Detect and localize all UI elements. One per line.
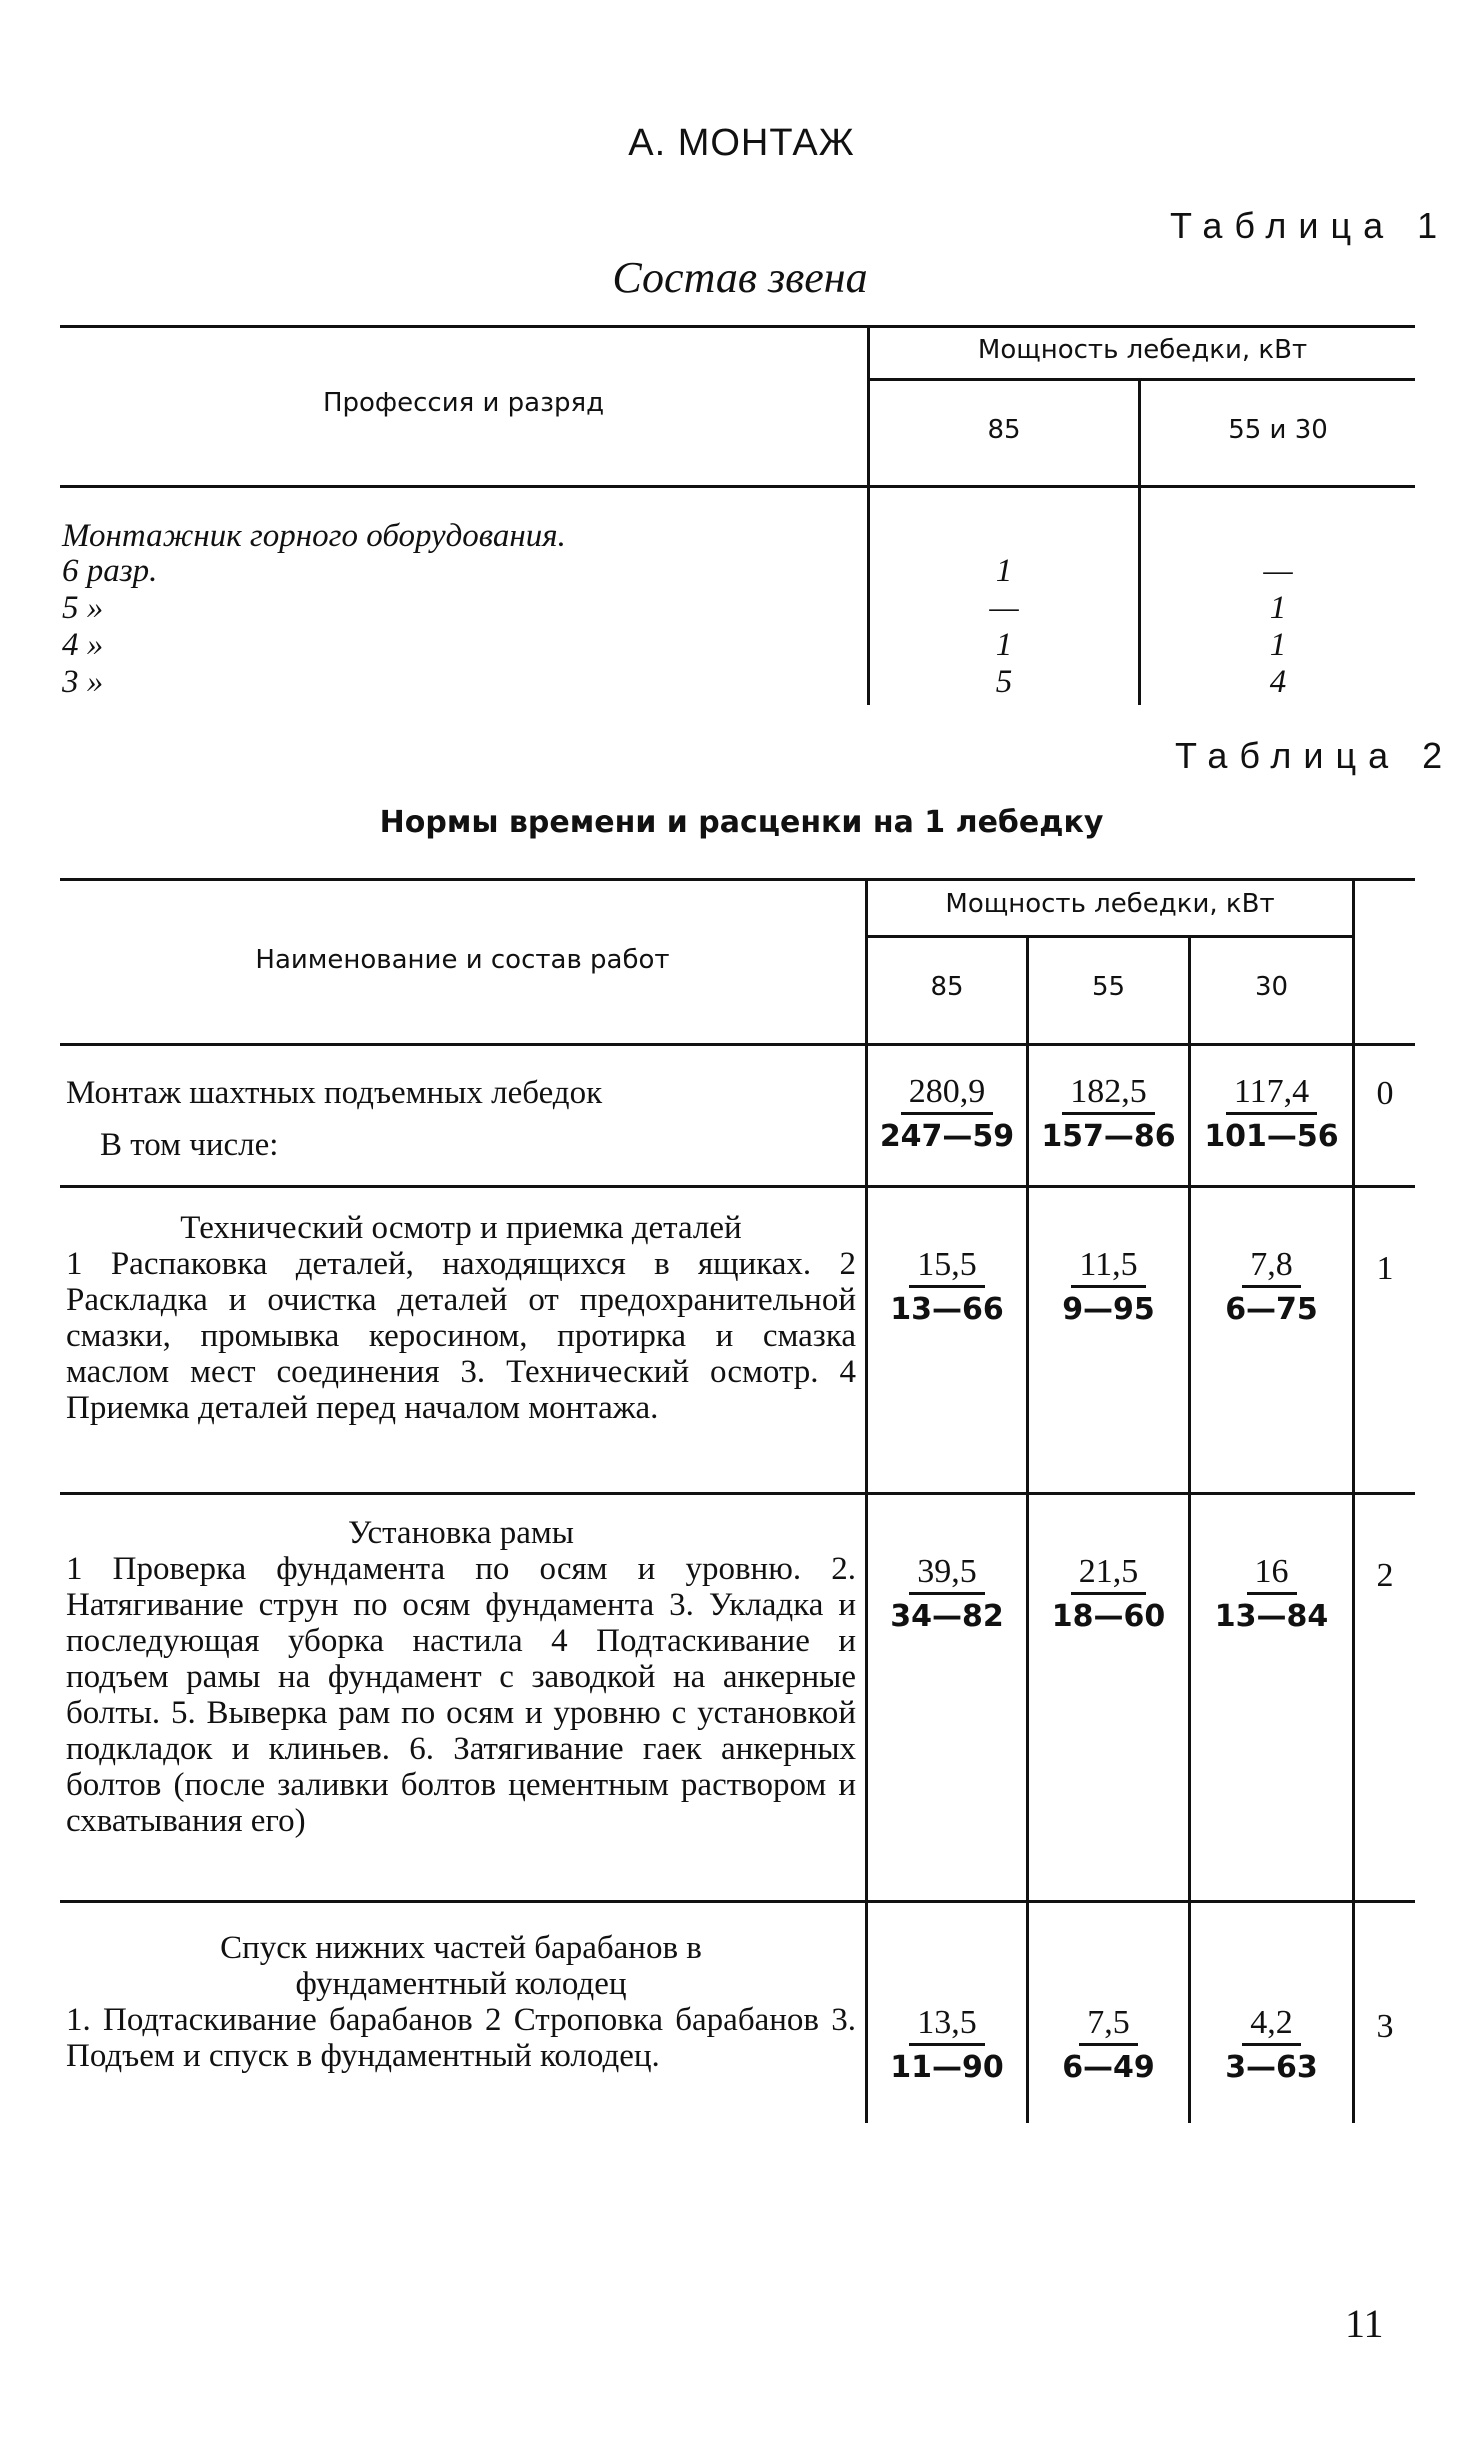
table2-row-3-value-55: $\frac{7,5}{6—49}$ — [1062, 2004, 1155, 2085]
table2-label: Таблица 2 — [1175, 735, 1455, 776]
table2-row-rule — [60, 1900, 1415, 1903]
table2-col-30: 30 — [1254, 972, 1289, 1002]
table1-label: Таблица 1 — [1170, 205, 1450, 246]
table1-cell-55-30: — — [1263, 553, 1293, 589]
table1-top-rule — [60, 325, 1415, 328]
table1-cell-55-30: 1 — [1269, 590, 1287, 626]
table1-cell-85: 1 — [995, 553, 1013, 589]
table1-col-85: 85 — [987, 415, 1021, 445]
table1-cell-85: 5 — [995, 664, 1013, 700]
table1-cell-55-30: 1 — [1269, 627, 1287, 663]
table2-row-3-heading: Спуск нижних частей барабанов в фундаментный колодец — [220, 1930, 702, 2002]
table2-top-rule — [60, 878, 1415, 881]
table2-header-rule — [60, 1043, 1415, 1046]
table1-row-grade: 5 » — [62, 590, 104, 626]
table2-row-2-text — [66, 1515, 856, 1839]
table2-row-0-value-30: $\frac{117,4}{101—56}$ — [1204, 1073, 1339, 1154]
table2-row-1-value-55: $\frac{11,5}{9—95}$ — [1062, 1246, 1155, 1327]
table2-row-0-index: 0 — [1376, 1075, 1394, 1112]
table2-row-0-subtitle: В том числе: — [100, 1127, 279, 1163]
table1-header-rule — [60, 485, 1415, 488]
table2-row-3-index: 3 — [1376, 2008, 1394, 2045]
table2-row-rule — [60, 1492, 1415, 1495]
table2-row-1-text — [66, 1210, 856, 1426]
table2-row-1-value-85: $\frac{15,5}{13—66}$ — [890, 1246, 1004, 1327]
table2-row-1-heading: Технический осмотр и приемка деталей — [180, 1210, 742, 1246]
table2-row-0-title: Монтаж шахтных подъемных лебедок — [66, 1075, 603, 1111]
table2-title: Нормы времени и расценки на 1 лебедку — [379, 805, 1104, 840]
table1-cell-85: — — [989, 590, 1019, 626]
table2-col-55: 55 — [1091, 972, 1126, 1002]
table2-row-1-value-30: $\frac{7,8}{6—75}$ — [1225, 1246, 1318, 1327]
table1-col-power: Мощность лебедки, кВт — [977, 335, 1308, 365]
section-heading: А. МОНТАЖ — [628, 122, 855, 164]
table2-col-power: Мощность лебедки, кВт — [945, 889, 1275, 919]
table2-row-rule — [60, 1185, 1415, 1188]
table1-row-grade: 6 разр. — [62, 553, 158, 589]
table2-row-2-body: 1 Проверка фундамента по осям и уровню. 2. Натягивание струн по осям фундамента 3. Укладка и последующая уборка настила 4 Подтаскивание и подъем рамы на фундамент с заводкой на анкерные болты. 5. Выверка рам по осям и уровню с установкой подкладок и клиньев. 6. Затягивание гаек анкерных болтов (после заливки болтов цементным раствором и схватывания его) — [66, 1551, 856, 1839]
table2-row-3-value-85: $\frac{13,5}{11—90}$ — [890, 2004, 1004, 2085]
table2-col-85: 85 — [930, 972, 964, 1002]
page-number: 11 — [1345, 2301, 1384, 2346]
table2-col-divider — [865, 878, 868, 2123]
table2-row-2-value-85: $\frac{39,5}{34—82}$ — [890, 1553, 1004, 1634]
table2-row-3-body: 1. Подтаскивание барабанов 2 Строповка барабанов 3. Подъем и спуск в фундаментный колодец. — [66, 2002, 856, 2074]
table1-subheader-rule — [869, 378, 1415, 381]
table1-col-55-30: 55 и 30 — [1228, 415, 1328, 445]
table2-row-2-heading: Установка рамы — [348, 1515, 574, 1551]
table1-row-grade: 4 » — [62, 627, 104, 663]
table2-row-1-body: 1 Распаковка деталей, находящихся в ящиках. 2 Раскладка и очистка деталей от предохранительной смазки, промывка керосином, протирка и смазка маслом мест соединения 3. Технический осмотр. 4 Приемка деталей перед началом монтажа. — [66, 1246, 856, 1426]
table2-row-3-value-30: $\frac{4,2}{3—63}$ — [1225, 2004, 1318, 2085]
table2-subheader-rule — [867, 935, 1355, 938]
table2-col-divider — [1352, 878, 1355, 2123]
table2-row-2-index: 2 — [1376, 1557, 1394, 1594]
table2-row-2-value-55: $\frac{21,5}{18—60}$ — [1051, 1553, 1166, 1634]
table1-col-profession: Профессия и разряд — [322, 388, 605, 418]
table1-row-grade: 3 » — [62, 664, 104, 700]
table2-row-0-value-85: $\frac{280,9}{247—59}$ — [879, 1073, 1015, 1154]
table2-row-0-value-55: $\frac{182,5}{157—86}$ — [1041, 1073, 1176, 1154]
table1-profession: Монтажник горного оборудования. — [62, 518, 566, 554]
table1-title: Состав звена — [612, 253, 868, 302]
table2-row-2-value-30: $\frac{16}{13—84}$ — [1214, 1553, 1329, 1634]
table2-col-work: Наименование и состав работ — [255, 945, 670, 975]
table2-row-3-text — [66, 1930, 856, 2074]
table1-cell-85: 1 — [995, 627, 1013, 663]
table1-cell-55-30: 4 — [1269, 664, 1287, 700]
table2-row-1-index: 1 — [1376, 1250, 1394, 1287]
